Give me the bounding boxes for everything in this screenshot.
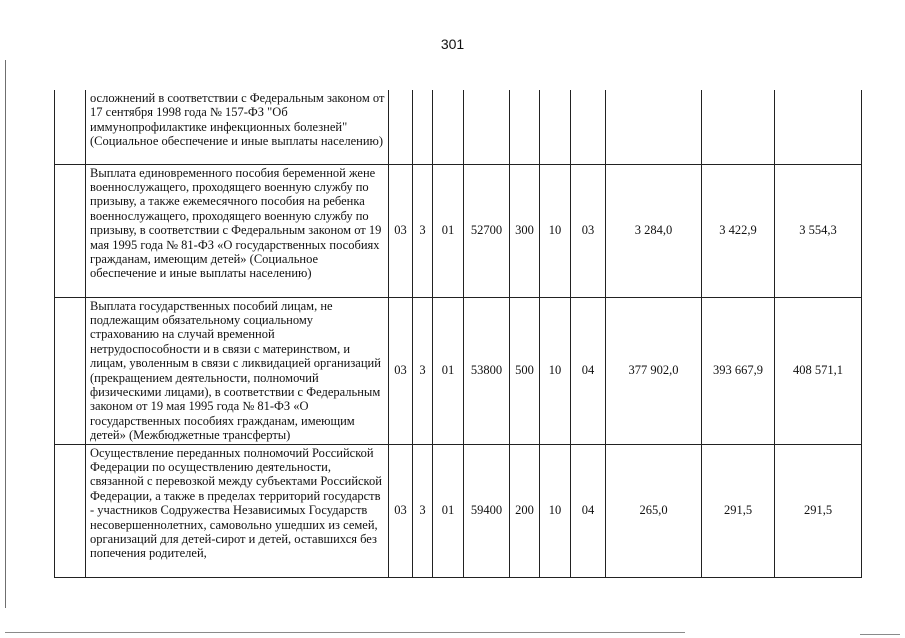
code-cell: 03 [389, 164, 413, 297]
amount-cell [775, 90, 862, 164]
code-cell: 300 [510, 164, 540, 297]
row-description: Выплата государственных пособий лицам, не подлежащим обязательному социальному страхованию на случай временной нетрудоспособности и в связи с материнством, и лицам, уволенным в связи с ликвидацией организаций (прекращением деятельности, полномочий физическими лицами), в соответствии с Федеральным законом от 19 мая 1995 года № 81-ФЗ «О государственных пособиях гражданам, имеющим детей» (Межбюджетные трансферты) [86, 297, 389, 444]
amount-cell [702, 90, 775, 164]
row-number-cell [55, 297, 86, 444]
scan-edge-bottom-right [860, 634, 900, 635]
code-cell: 03 [571, 164, 606, 297]
code-cell [540, 90, 571, 164]
row-description: Выплата единовременного пособия беременной жене военнослужащего, проходящего военную службу по призыву, а также ежемесячного пособия на ребенка военнослужащего, проходящего военную службу по призыву, в соответствии с Федеральным законом от 19 мая 1995 года № 81-ФЗ «О государственных пособиях гражданам, имеющим детей» (Социальное обеспечение и иные выплаты населению) [86, 164, 389, 297]
code-cell: 04 [571, 297, 606, 444]
code-cell [433, 90, 464, 164]
code-cell: 3 [413, 444, 433, 577]
table-row [55, 164, 862, 297]
code-cell: 200 [510, 444, 540, 577]
scan-edge-left [5, 60, 6, 608]
table-body [55, 90, 862, 577]
code-cell: 04 [571, 444, 606, 577]
amount-cell: 291,5 [775, 444, 862, 577]
code-cell: 03 [389, 297, 413, 444]
row-number-cell [55, 90, 86, 164]
scan-edge-bottom [5, 632, 685, 633]
code-cell: 01 [433, 444, 464, 577]
code-cell: 01 [433, 297, 464, 444]
amount-cell: 291,5 [702, 444, 775, 577]
code-cell: 3 [413, 164, 433, 297]
code-cell [389, 90, 413, 164]
code-cell: 52700 [464, 164, 510, 297]
table-row [55, 297, 862, 444]
amount-cell: 393 667,9 [702, 297, 775, 444]
code-cell: 500 [510, 297, 540, 444]
code-cell: 59400 [464, 444, 510, 577]
amount-cell: 265,0 [606, 444, 702, 577]
page-number: 301 [440, 36, 465, 52]
amount-cell: 3 422,9 [702, 164, 775, 297]
amount-cell: 3 284,0 [606, 164, 702, 297]
table-row [55, 444, 862, 577]
code-cell: 03 [389, 444, 413, 577]
code-cell [413, 90, 433, 164]
amount-cell: 377 902,0 [606, 297, 702, 444]
code-cell [510, 90, 540, 164]
code-cell [571, 90, 606, 164]
table-row [55, 90, 862, 164]
code-cell: 10 [540, 297, 571, 444]
budget-table [54, 90, 862, 578]
amount-cell [606, 90, 702, 164]
amount-cell: 3 554,3 [775, 164, 862, 297]
code-cell: 53800 [464, 297, 510, 444]
code-cell [464, 90, 510, 164]
row-number-cell [55, 164, 86, 297]
row-number-cell [55, 444, 86, 577]
code-cell: 01 [433, 164, 464, 297]
code-cell: 10 [540, 164, 571, 297]
amount-cell: 408 571,1 [775, 297, 862, 444]
code-cell: 3 [413, 297, 433, 444]
row-description: Осуществление переданных полномочий Российской Федерации по осуществлению деятельности, связанной с перевозкой между субъектами Российской Федерации, а также в пределах территорий государств - участников Содружества Независимых Государств несовершеннолетних, самовольно ушедших из семей, организаций для детей-сирот и детей, оставшихся без попечения родителей, [86, 444, 389, 577]
code-cell: 10 [540, 444, 571, 577]
row-description: осложнений в соответствии с Федеральным законом от 17 сентября 1998 года № 157-ФЗ "Об иммунопрофилактике инфекционных болезней" (Социальное обеспечение и иные выплаты населению) [86, 90, 389, 164]
